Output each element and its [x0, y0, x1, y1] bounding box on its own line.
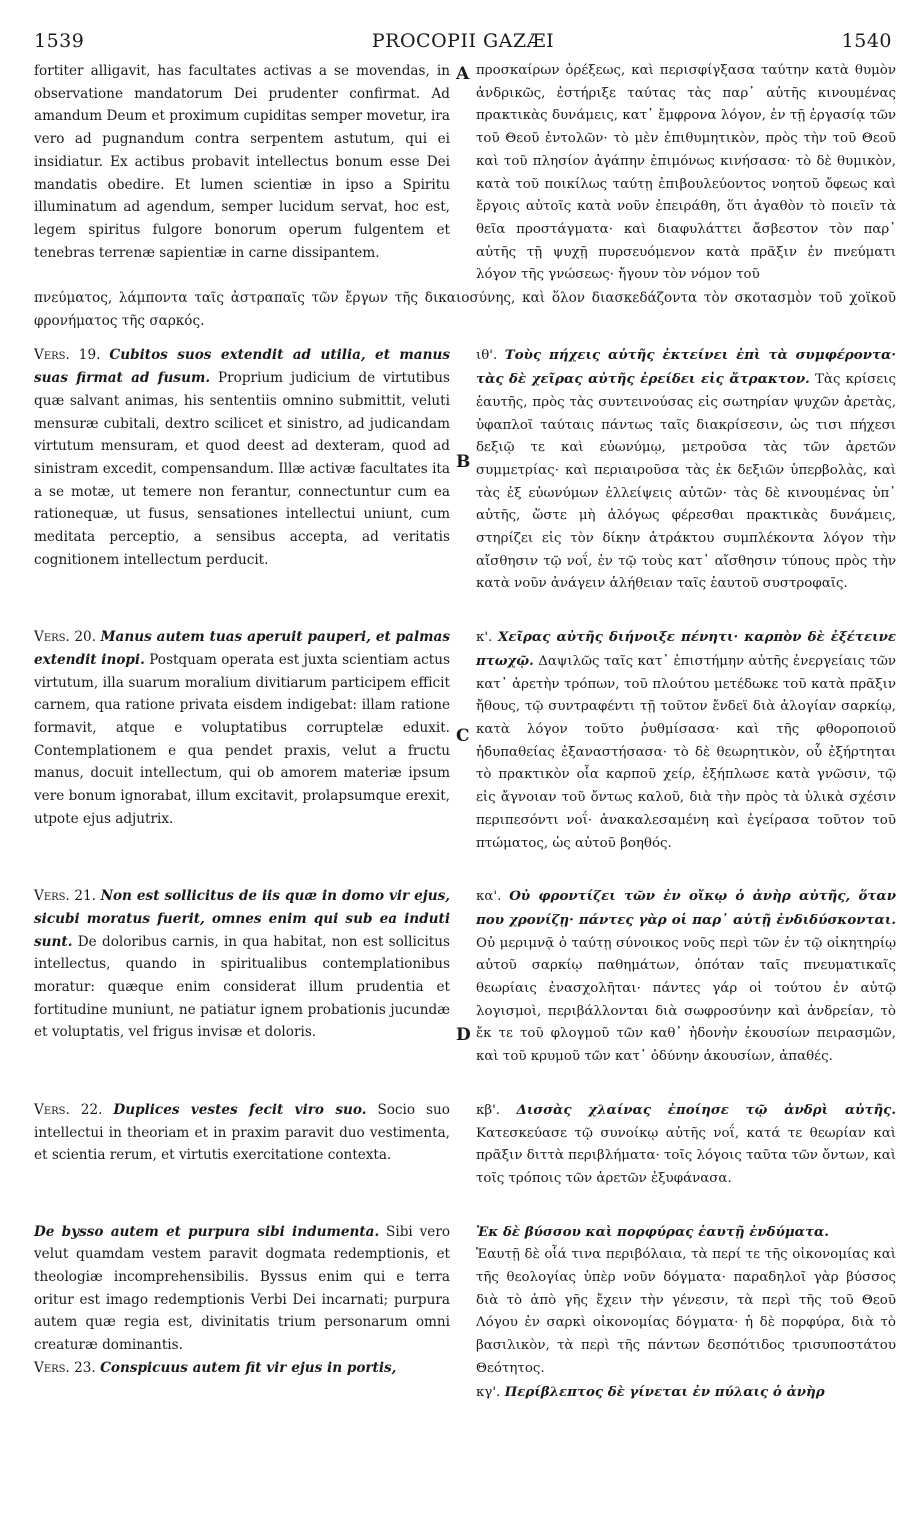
- verse-22: [34, 1099, 896, 1191]
- commentary-text: Κατεσκεύασε τῷ συνοίκῳ αὐτῆς νοΐ, κατά τε θεωρίαν καὶ πρᾶξιν διττὰ περιβλήματα· τοῖς λόγοις ταῦτα τῶν ὄντων, καὶ τοῖς τρόποις τῶν ἀρετῶν ἐξυφάνασα.: [476, 1125, 896, 1186]
- page-header: [34, 30, 892, 60]
- latin-paragraph: [34, 1099, 450, 1167]
- verse-lemma: Duplices vestes fecit viro suo.: [113, 1101, 367, 1118]
- commentary-text: Postquam operata est juxta scientiam actus virtutum, illa suarum moralium divitiarum participem efficit carnem, qua ratione privata eisdem indigebat: illam ratione formavit, atque e voluptatibus corruptelæ eduxit. Contemplationem e qua pendet praxis, velut a fructu manus, docuit intellectum, qui ob amorem materiæ ipsum vere bonum ignorabat, illum excitavit, prolapsumque erexit, utpote ejus adjutrix.: [34, 651, 450, 827]
- verse-lemma: Manus autem tuas aperuit pauperi, et palmas extendit inopi.: [34, 629, 450, 668]
- verse-label: Vers. 21.: [34, 888, 96, 905]
- verse-lemma: Οὐ φροντίζει τῶν ἐν οἴκῳ ὁ ἀνὴρ αὐτῆς, ὅταν που χρονίζῃ· πάντες γὰρ οἱ παρ᾽ αὐτῇ ἐνδιδύσκονται.: [476, 888, 897, 928]
- commentary-text: Socio suo intellectui in theoriam et in praxim paravit duo vestimenta, et scientia rerum, et virtutis exercitatione contexta.: [34, 1101, 450, 1164]
- verse-label: Vers. 19.: [34, 347, 101, 364]
- latin-column: [34, 1099, 450, 1191]
- commentary-text: Δαψιλῶς ταῖς κατ᾽ ἐπιστήμην αὐτῆς ἐνεργείαις τῶν κατ᾽ ἀρετὴν τρόπων, τοῦ πλούτου μετέδωκε τοῦ κατὰ πρᾶξιν ἤθους, τῷ συντραφέντι τῇ τοῦτον ἔνδεϊ διὰ ἀλογίαν σαρκίῳ, κατὰ λόγον τοῦτο ῥυθμίσασα· καὶ τῆς φθοροποιοῦ ἡδυπαθείας ἐξαναστήσασα· τὸ δὲ θεωρητικὸν, οὗ ἐξήρτηται τὸ πρακτικὸν οἷα καρποῦ χείρ, ἐξήπλωσε κατὰ γνῶσιν, τῷ εἰς ἄγνοιαν τοῦ ὄντως καλοῦ, διὰ τὴν πρὸς τὰ ὑλικὰ σχέσιν περιπεσόντι νοΐ· ἀνακαλεσαμένη καὶ ἐγείρασα τοῦτον τοῦ πτώματος, ὡς αὐτοῦ βοηθός.: [476, 653, 897, 851]
- greek-column: [476, 344, 896, 596]
- greek-continuation: πνεύματος, λάμποντα ταῖς ἀστραπαῖς τῶν ἔργων τῆς δικαιοσύνης, καὶ ὅλον διασκεδάζοντα τὸν σκοτασμὸν τοῦ χοϊκοῦ φρονήματος τῆς σαρκός.: [34, 290, 896, 329]
- commentary-text: Οὐ μεριμνᾷ ὁ ταύτῃ σύνοικος νοῦς περὶ τῶν ἐν τῷ οἰκητηρίῳ αὐτοῦ σαρκίῳ παθημάτων, ὁπόταν ταῖς πνευματικαῖς θεωρίαις ἐνασχολῆται· πάντες γάρ οἱ τούτου ἐν αὐτῷ λογισμοὶ, περιβάλλονται διὰ σωφροσύνην καὶ ἀνδρείαν, τὸ ἔκ τε τοῦ φλογμοῦ τῶν καθ᾽ ἡδονὴν ἑκουσίων πειρασμῶν, καὶ τοῦ κρυμοῦ τῶν κατ᾽ ὀδύνην ἀκουσίων, ἀπαθές.: [476, 935, 896, 1065]
- verse-lemma: Cubitos suos extendit ad utilia, et manus suas firmat ad fusum.: [34, 347, 450, 387]
- latin-paragraph: [34, 885, 450, 1044]
- verse-label: ιθ'.: [476, 348, 498, 364]
- latin-paragraph-next: [34, 1357, 450, 1380]
- verse-lemma: Ἐκ δὲ βύσσου καὶ πορφύρας ἑαυτῇ ἐνδύματα.: [476, 1223, 829, 1240]
- verse-lemma: Conspicuus autem fit vir ejus in portis,: [100, 1359, 397, 1376]
- latin-column: [34, 60, 450, 287]
- verse-21: [34, 885, 896, 1069]
- greek-paragraph: [476, 885, 896, 1069]
- latin-column: [34, 626, 450, 855]
- margin-marker-a: A: [456, 64, 470, 84]
- verse-lemma: Non est sollicitus de iis quæ in domo vir ejus, sicubi moratus fuerit, omnes enim qui sub ea induti sunt.: [34, 888, 450, 950]
- verse-20: [34, 626, 896, 855]
- latin-text: fortiter alligavit, has facultates activas a se movendas, in observatione mandatorum Dei prudenter confirmat. Ad amandum Deum et proximum cupiditas semper movetur, ira vero ad pugnandum contra serpentem astutum, qui ei insidiatur. Ex actibus probavit intellectus bonum esse Dei mandatis obedire. Et lumen scientiæ in ipso a Spiritu illuminatum ad agendum, semper lucidum servat, hoc est, legem spiritus fulgore bonorum operum fulgentem et tenebras terrenæ sapientiæ in carne dissipantem.: [34, 63, 450, 261]
- commentary-text: De doloribus carnis, in qua habitat, non est sollicitus intellectus, quando in spiritualibus contemplationibus moratur: quæque enim considerat illum prudentia et fortitudine muniunt, ne patiatur ignem probationis jucundæ et voluptatis, vel frigus invisæ et doloris.: [34, 933, 450, 1041]
- greek-paragraph: [476, 626, 896, 855]
- greek-column: [476, 626, 896, 855]
- commentary-text: Τὰς κρίσεις ἑαυτῆς, πρὸς τὰς συντεινούσας εἰς σωτηρίαν ψυχῶν ἀρετὰς, ὑφαπλοῖ ταύταις πάντως ταῖς διακρίσεσιν, ὡς τισι πήχεσι δεξιῷ τε καὶ εὐωνύμῳ, μετροῦσα τὰς τῶν ἀρετῶν συμμετρίας· καὶ περιαιροῦσα τὰς ἐκ δεξιῶν ὑπερβολὰς, καὶ τὰς ἐξ εὐωνύμων ἐλλείψεις αὐτῶν· τὰς δὲ κινουμένας ὑπ᾽ αὐτῆς, ὥστε μὴ ἀλόγως φέρεσθαι πρακτικὰς δυνάμεις, στηρίζει εἰς τὸν δίκην ἀτράκτου συμπλέκοντα λόγον τὴν αἴσθησιν τῷ νοΐ, ἐν τῷ τοὺς κατ᾽ αἴσθησιν τύπους πρὸς τὴν κατὰ νοῦν ἀνάγειν ἀλήθειαν ταῖς ἑαυτοῦ συστροφαῖς.: [476, 372, 896, 592]
- verse-label: Vers. 20.: [34, 629, 96, 646]
- verse-label: κβ'.: [476, 1102, 501, 1118]
- verse-lemma: Χεῖρας αὐτῆς διήνοιξε πένητι· καρπὸν δὲ ἐξέτεινε πτωχῷ.: [476, 629, 896, 669]
- verse-label: κγ'.: [476, 1384, 501, 1400]
- greek-column: [476, 885, 896, 1069]
- latin-column: [34, 1221, 450, 1405]
- margin-marker-d: D: [456, 1025, 471, 1046]
- verse-19: [34, 344, 896, 596]
- margin-marker-b: B: [456, 452, 471, 473]
- verse-label: κ'.: [476, 630, 493, 646]
- verse-label: Vers. 22.: [34, 1101, 103, 1118]
- greek-paragraph: [476, 1221, 896, 1245]
- verse-lemma: Περίβλεπτος δὲ γίνεται ἐν πύλαις ὁ ἀνὴρ: [504, 1383, 825, 1400]
- verse-22b: [34, 1221, 896, 1405]
- latin-paragraph: [34, 344, 450, 571]
- page-body: [34, 60, 896, 1404]
- greek-column: [476, 1099, 896, 1191]
- latin-paragraph: [34, 626, 450, 830]
- latin-column: [34, 344, 450, 596]
- greek-paragraph: [476, 1099, 896, 1191]
- greek-text: προσκαίρων ὀρέξεως, καὶ περισφίγξασα ταύτην κατὰ θυμὸν ἀνδρικῶς, ἐστήριξε ταύτας τὰς παρ᾽ αὐτῆς κινουμένας πρακτικὰς δυνάμεις, κατ᾽ ἔμφρονα λόγον, ἐν τῇ ἐργασίᾳ τῶν τοῦ Θεοῦ ἐντολῶν· τὸ μὲν ἐπιθυμητικὸν, πρὸς τὴν τοῦ Θεοῦ καὶ τοῦ πλησίον ἀγάπην ἐπιμόνως κινήσασα· τὸ δὲ θυμικὸν, κατὰ τοῦ ποικίλως ταύτῃ ἐπιβουλεύοντος νοητοῦ ὄφεως καὶ ἔργοις αὐτοῖς κατὰ νοῦν ἐπειράθη, ὅτι ἀγαθὸν τὸ ποιεῖν τὰ θεῖα προστάγματα· καὶ διαφυλάττει ἄσβεστον τὸν παρ᾽ αὐτῆς τῇ ψυχῇ πυρσευόμενον κατὰ πρᾶξιν ἐν πνεύματι λόγον τῆς γνώσεως· ἤγουν τὸν νόμον τοῦ: [476, 63, 896, 283]
- greek-column: [476, 60, 896, 287]
- verse-label: κα'.: [476, 889, 502, 905]
- margin-marker-c: C: [456, 726, 470, 747]
- greek-paragraph-body: Ἑαυτῇ δὲ οἷά τινα περιβόλαια, τὰ περί τε τῆς οἰκονομίας καὶ τῆς θεολογίας ὑπὲρ νοῦν δόγματα· παραδηλοῖ γὰρ βύσσος διὰ τὸ ἀπὸ γῆς ἔχειν τὴν γένεσιν, τὰ περὶ τῆς τοῦ Θεοῦ Λόγου ἐν σαρκὶ οἰκονομίας δόγματα· ἡ δὲ πορφύρα, διὰ τὸ βασιλικὸν, τὰ περὶ τῆς πάντων δεσπότιδος τρισυποστάτου Θεότητος.: [476, 1247, 896, 1376]
- greek-column: [476, 1221, 896, 1405]
- greek-paragraph-next: [476, 1381, 896, 1405]
- verse-label: Vers. 23.: [34, 1359, 96, 1376]
- section-a: [34, 60, 896, 287]
- page-number-right: 1540: [841, 30, 892, 52]
- verse-lemma: De bysso autem et purpura sibi indumenta.: [34, 1223, 380, 1240]
- running-title: PROCOPII GAZÆI: [371, 30, 555, 52]
- latin-column: [34, 885, 450, 1069]
- latin-paragraph: [34, 1221, 450, 1357]
- verse-lemma: Δισσὰς χλαίνας ἐποίησε τῷ ἀνδρὶ αὐτῆς.: [516, 1101, 896, 1118]
- page-number-left: 1539: [34, 30, 85, 52]
- verse-lemma: Τοὺς πήχεις αὐτῆς ἐκτείνει ἐπὶ τὰ συμφέροντα· τὰς δὲ χεῖρας αὐτῆς ἐρείδει εἰς ἄτρακτον.: [476, 347, 896, 388]
- commentary-text: Sibi vero velut quamdam vestem paravit dogmata redemptionis, et theologiæ incomprehensibilis. Byssus enim qui e terra oritur est imago redemptionis Verbi Dei incarnati; purpura autem quæ regia est, divinitatis trium personarum omni creaturæ dominantis.: [34, 1223, 450, 1354]
- greek-paragraph: [476, 344, 896, 596]
- commentary-text: Proprium judicium de virtutibus quæ salvant animas, his sententiis omnino submittit, veluti mensuræ cubitali, dextro scilicet et sinistro, ad judicandam virtutum mensuram, et quod deest ad dexteram, quod ad sinistram excedit, compensandum. Illæ activæ facultates ita a se motæ, ut temere non ferantur, connectuntur cum ea rationequæ, ut fusus, sensationes intellectui uniunt, cum meditata perceptio, a sensibus accepta, ad veritatis cognitionem intellectum perducit.: [34, 370, 451, 568]
